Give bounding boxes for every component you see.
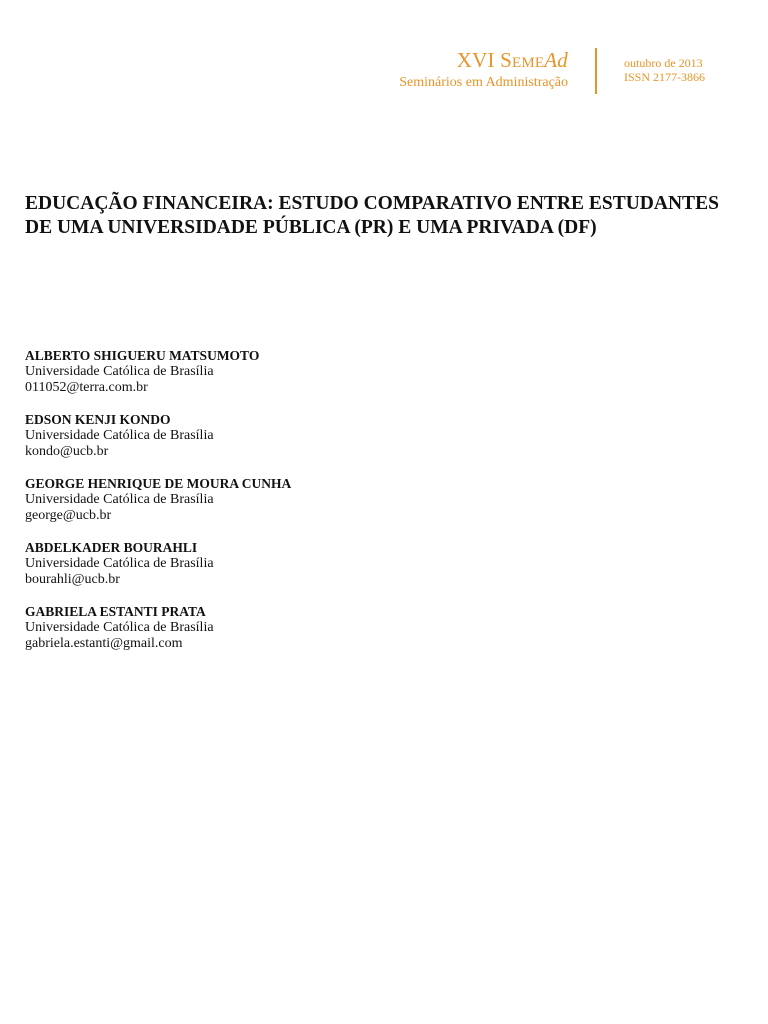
author-entry [25, 604, 625, 652]
author-name: GEORGE HENRIQUE DE MOURA CUNHA [25, 476, 292, 491]
page-header [0, 44, 768, 104]
author-email: george@ucb.br [25, 508, 112, 523]
conference-name [399, 48, 568, 72]
author-entry [25, 412, 625, 460]
paper-title: EDUCAÇÃO FINANCEIRA: ESTUDO COMPARATIVO ENTRE ESTUDANTES DE UMA UNIVERSIDADE PÚBLICA (PR) E UMA PRIVADA (DF) [25, 193, 719, 238]
conference-prefix: XVI [456, 48, 501, 72]
author-affiliation: Universidade Católica de Brasília [25, 492, 214, 507]
author-list [25, 348, 625, 668]
author-email: kondo@ucb.br [25, 444, 109, 459]
author-entry [25, 540, 625, 588]
publication-info [624, 56, 705, 84]
author-email: bourahli@ucb.br [25, 572, 120, 587]
author-entry [25, 348, 625, 396]
author-name: ABDELKADER BOURAHLI [25, 540, 198, 555]
header-divider [595, 48, 597, 94]
conference-name-italic: Ad [544, 48, 568, 72]
publication-date: outubro de 2013 [624, 56, 703, 70]
author-name: ALBERTO SHIGUERU MATSUMOTO [25, 348, 260, 363]
author-affiliation: Universidade Católica de Brasília [25, 428, 214, 443]
issn: ISSN 2177-3866 [624, 70, 706, 84]
author-affiliation: Universidade Católica de Brasília [25, 364, 214, 379]
author-email: gabriela.estanti@gmail.com [25, 636, 183, 651]
author-entry [25, 476, 625, 524]
conference-name-smallcaps: Seme [500, 48, 545, 72]
author-affiliation: Universidade Católica de Brasília [25, 620, 214, 635]
author-affiliation: Universidade Católica de Brasília [25, 556, 214, 571]
author-name: EDSON KENJI KONDO [25, 412, 171, 427]
conference-subtitle: Seminários em Administração [399, 75, 568, 90]
author-name: GABRIELA ESTANTI PRATA [25, 604, 206, 619]
conference-block [399, 48, 568, 92]
author-email: 011052@terra.com.br [25, 380, 148, 395]
